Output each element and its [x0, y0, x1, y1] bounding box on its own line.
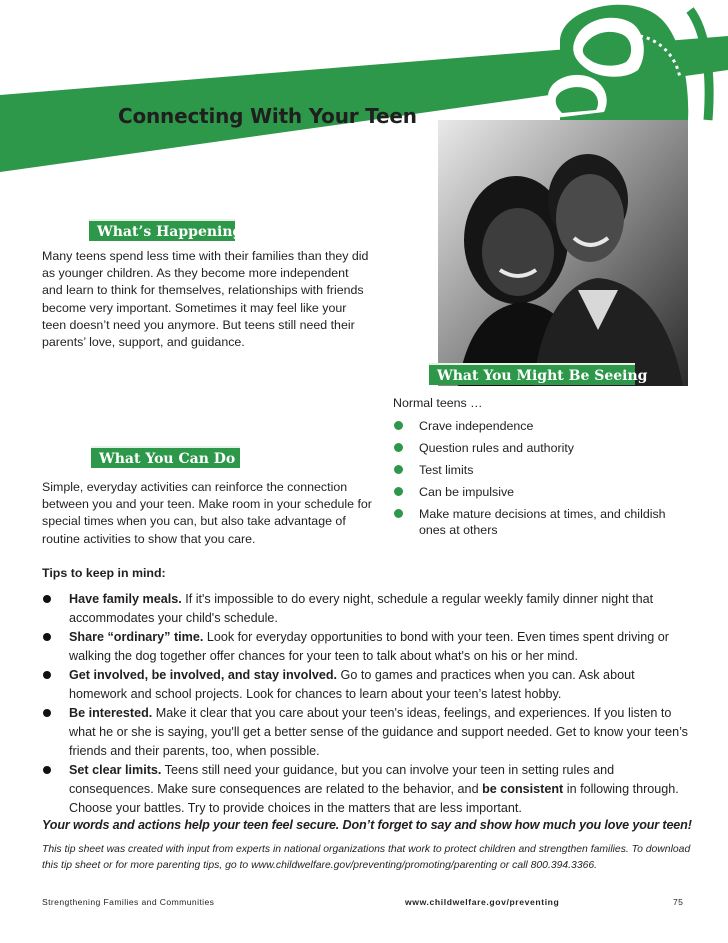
section-label-whats-happening: What’s Happening [89, 219, 235, 241]
bullet-dot-icon [43, 633, 51, 641]
whats-happening-text: Many teens spend less time with their families than they did as younger children. As they become more independent and learn to think for themselves, relationships with friends become very important. Sometimes it may feel like your teen doesn’t need you anymore. But teens still need their parents’ love, support, and guidance. [42, 249, 369, 350]
page-title: Connecting With Your Teen [118, 104, 417, 128]
tip-item: Get involved, be involved, and stay involved. Go to games and practices when you can. Ask about homework and school projects. Look for chances to learn about your teen’s latest hobby. [42, 666, 692, 704]
tips-heading: Tips to keep in mind: [42, 566, 166, 580]
bullet-dot-icon [394, 509, 403, 518]
footer-publication: Strengthening Families and Communities [42, 897, 215, 907]
bullet-dot-icon [43, 595, 51, 603]
tips-list [42, 590, 692, 818]
footer-url-link[interactable]: www.childwelfare.gov/preventing [405, 897, 560, 907]
list-item: Crave independence [393, 418, 693, 434]
list-item: Test limits [393, 462, 693, 478]
list-item: Question rules and authority [393, 440, 693, 456]
what-you-can-do-text: Simple, everyday activities can reinforce the connection between you and your teen. Make room in your schedule for special times when you can, but also take advantage of routine activities to show that you care. [42, 480, 372, 546]
bullet-dot-icon [394, 465, 403, 474]
closing-statement: Your words and actions help your teen feel secure. Don’t forget to say and show how much you love your teen! [42, 818, 692, 832]
list-item: Can be impulsive [393, 484, 693, 500]
bullet-dot-icon [43, 709, 51, 717]
what-you-might-be-seeing-list [393, 396, 693, 544]
tip-item: Be interested. Make it clear that you care about your teen's ideas, feelings, and experiences. If you listen to what he or she is saying, you'll get a better sense of the guidance and support needed. Get to know your teen’s friends and their parents, too, when possible. [42, 704, 692, 761]
credit-note: This tip sheet was created with input from experts in national organizations that work to protect children and strengthen families. To download this tip sheet or for more parenting tips, go to www.childwelfare.gov/preventing/promoting/parenting or call 800.394.3366. [42, 844, 691, 871]
tip-item: Set clear limits. Teens still need your guidance, but you can involve your teen in setting rules and consequences. Make sure consequences are related to the behavior, and be consistent in following through. Choose your battles. Try to provide choices in the matters that are less important. [42, 761, 692, 818]
page-number: 75 [673, 897, 684, 907]
bullet-dot-icon [43, 671, 51, 679]
bullet-dot-icon [394, 443, 403, 452]
bullet-dot-icon [394, 487, 403, 496]
family-photo [438, 120, 688, 386]
section-label-what-you-might-be-seeing: What You Might Be Seeing [429, 363, 635, 385]
seeing-lead: Normal teens … [393, 396, 483, 410]
tip-item: Share “ordinary” time. Look for everyday opportunities to bond with your teen. Even times spent driving or walking the dog together offer chances for your teen to talk about what's on his or her mind. [42, 628, 692, 666]
list-item: Make mature decisions at times, and childish ones at others [393, 506, 693, 538]
bullet-dot-icon [394, 421, 403, 430]
bullet-dot-icon [43, 766, 51, 774]
tip-item: Have family meals. If it's impossible to do every night, schedule a regular weekly family dinner night that accommodates your child's schedule. [42, 590, 692, 628]
section-label-what-you-can-do: What You Can Do [91, 446, 240, 468]
